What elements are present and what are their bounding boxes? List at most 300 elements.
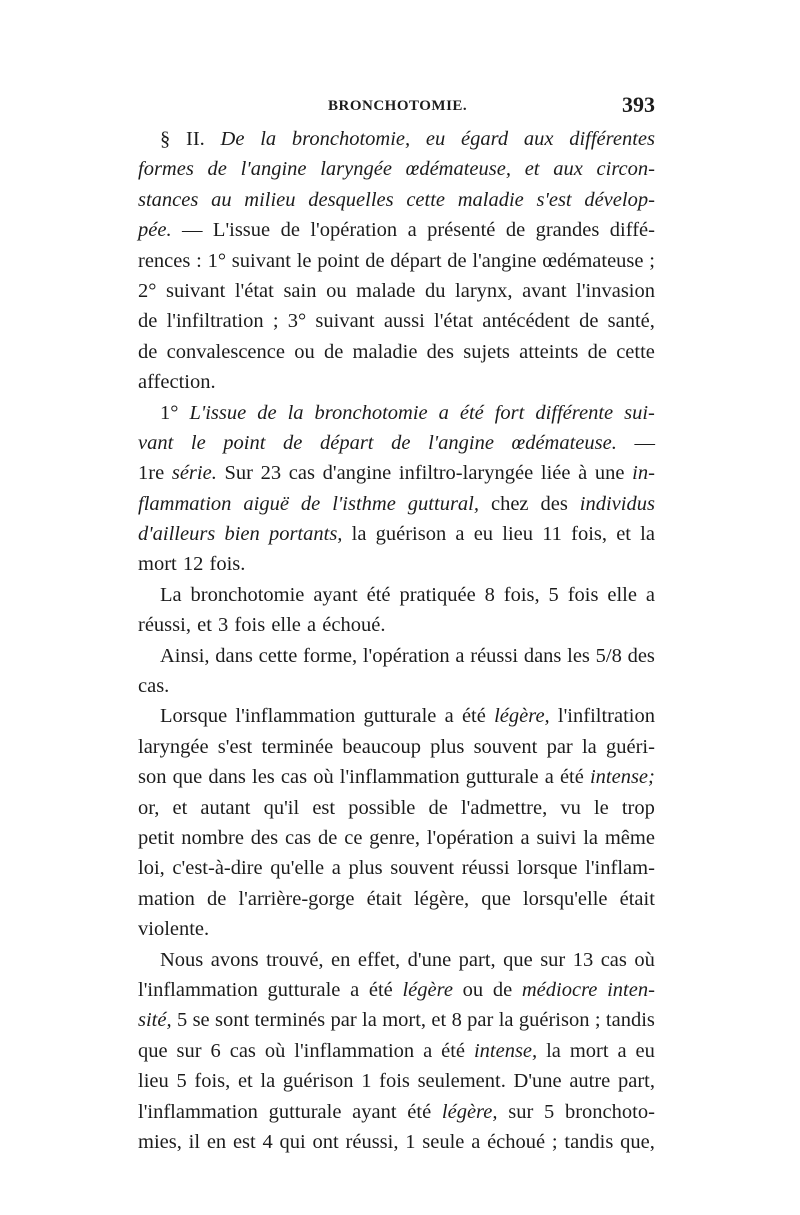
- text-line: [138, 519, 655, 549]
- italic-word: aiguë: [243, 492, 289, 515]
- word: l'opération: [310, 219, 398, 242]
- text-line: [138, 458, 655, 488]
- page-header: [138, 92, 655, 122]
- word: seulement.: [417, 1070, 506, 1093]
- word: mort: [138, 553, 177, 576]
- text-line: [138, 549, 655, 579]
- word: suivi: [536, 826, 577, 849]
- text-line: [138, 337, 655, 367]
- word: part,: [617, 1070, 655, 1093]
- word: à: [578, 462, 588, 485]
- text-line: [138, 610, 655, 640]
- italic-word: point: [223, 431, 266, 454]
- word: où: [313, 766, 334, 789]
- text-line: [138, 306, 655, 336]
- italic-word: bronchotomie,: [291, 128, 411, 150]
- word: de: [207, 887, 227, 910]
- word: ;: [272, 310, 279, 333]
- word: Nous: [160, 948, 204, 971]
- italic-word: desquelles: [308, 188, 394, 211]
- word: l'état: [434, 310, 474, 333]
- word: plus: [348, 857, 383, 880]
- word: cas.: [138, 675, 170, 698]
- word: Lorsque: [160, 705, 228, 728]
- word: d'une: [407, 948, 452, 971]
- word: où: [264, 1039, 286, 1062]
- word: la: [583, 826, 598, 849]
- word: la: [498, 1009, 514, 1032]
- word: elle: [607, 583, 637, 606]
- word: —: [634, 431, 655, 454]
- word: suivant: [166, 279, 226, 302]
- italic-word: intense,: [473, 1039, 538, 1062]
- word: que: [503, 948, 533, 971]
- text-line: [138, 276, 655, 306]
- word: eu: [635, 1039, 655, 1062]
- word: l'inflammation: [235, 705, 356, 728]
- italic-word: milieu: [244, 188, 296, 211]
- word: ;: [551, 1130, 558, 1153]
- word: beaucoup: [342, 735, 421, 758]
- italic-word: guttural,: [407, 492, 479, 515]
- word: a: [444, 705, 454, 728]
- text-line: [138, 762, 655, 792]
- word: de: [492, 978, 513, 1001]
- text-line: [138, 489, 655, 519]
- text-line: [138, 1036, 655, 1066]
- text-line: [138, 124, 655, 154]
- italic-word: in-: [632, 462, 655, 485]
- word: qu'elle: [270, 857, 325, 880]
- word: :: [196, 249, 202, 272]
- word: l'angine: [472, 249, 537, 272]
- italic-word: bien: [224, 523, 260, 546]
- word: elle: [271, 614, 301, 637]
- word: dans: [208, 766, 246, 789]
- text-line: [138, 185, 655, 215]
- text-line: [138, 701, 655, 731]
- word: l'invasion: [576, 279, 655, 302]
- word: larynx,: [455, 279, 513, 302]
- word: tandis: [605, 1009, 655, 1032]
- word: de: [447, 249, 467, 272]
- text-line: [138, 1005, 655, 1035]
- italic-word: L'issue: [189, 401, 247, 424]
- word: a: [520, 826, 530, 849]
- text-line: [138, 853, 655, 883]
- word: II.: [186, 128, 205, 150]
- word: guérison: [375, 523, 447, 546]
- word: fois,: [194, 1070, 231, 1093]
- word: qui: [279, 1130, 306, 1153]
- word: 8: [484, 583, 495, 606]
- word: où: [634, 948, 655, 971]
- word: guérison: [518, 1009, 590, 1032]
- word: 12: [182, 553, 204, 576]
- text-line: [138, 398, 655, 428]
- word: ou: [294, 340, 315, 363]
- italic-word: intense;: [589, 766, 655, 789]
- word: des: [250, 826, 279, 849]
- word: 2°: [138, 279, 157, 302]
- word: et: [172, 796, 188, 819]
- word: la: [260, 1070, 276, 1093]
- word: a: [617, 1039, 627, 1062]
- italic-word: aux: [553, 158, 583, 181]
- italic-word: le: [190, 431, 206, 454]
- text-line: [138, 641, 655, 671]
- running-title: BRONCHOTOMIE.: [328, 98, 468, 114]
- word: ont: [312, 1130, 339, 1153]
- italic-word: de: [300, 492, 321, 515]
- word: a: [407, 219, 417, 242]
- word: lieu: [502, 523, 533, 546]
- word: suivant: [231, 249, 291, 272]
- word: de: [579, 310, 599, 333]
- word: l'inflammation: [339, 766, 460, 789]
- word: La: [160, 583, 182, 606]
- word: a: [350, 978, 360, 1001]
- word: de: [428, 796, 448, 819]
- word: 1: [405, 1130, 416, 1153]
- text-line: [138, 975, 655, 1005]
- italic-word: De: [220, 128, 245, 150]
- word: fois,: [571, 523, 607, 546]
- word: l'opération: [362, 644, 450, 667]
- italic-word: bronchotomie: [314, 401, 428, 424]
- word: bronchotomie: [190, 583, 305, 606]
- word: affection.: [138, 371, 216, 394]
- word: 5: [176, 1009, 188, 1032]
- italic-word: égard: [461, 128, 509, 150]
- italic-word: différentes: [569, 128, 655, 150]
- italic-word: série.: [171, 462, 217, 485]
- italic-word: au: [211, 188, 232, 211]
- word: —: [182, 219, 203, 242]
- word: l'inflam-: [585, 857, 655, 880]
- word: gutturale: [268, 1100, 342, 1123]
- italic-word: maladie: [457, 188, 524, 211]
- italic-word: légère: [402, 978, 453, 1001]
- word: a: [307, 614, 317, 637]
- word: même: [604, 826, 655, 849]
- italic-word: portants,: [268, 523, 343, 546]
- word: plus: [430, 735, 465, 758]
- word: mort: [569, 1039, 609, 1062]
- word: été: [407, 1100, 432, 1123]
- word: sur: [508, 1100, 534, 1123]
- text-line: [138, 215, 655, 245]
- word: réussi: [461, 857, 510, 880]
- word: a: [331, 857, 341, 880]
- text-line: [138, 428, 655, 458]
- word: ayant: [352, 1100, 397, 1123]
- word: convalescence: [166, 340, 285, 363]
- word: et: [237, 1070, 253, 1093]
- word: son: [138, 766, 167, 789]
- word: genre,: [369, 826, 420, 849]
- word: liée: [540, 462, 571, 485]
- word: guérison: [282, 1070, 354, 1093]
- word: laryngée: [138, 735, 209, 758]
- word: sur: [540, 948, 566, 971]
- word: 1°: [207, 249, 227, 272]
- text-line: [138, 367, 655, 397]
- word: ce: [344, 826, 363, 849]
- word: 1: [361, 1070, 372, 1093]
- word: cas: [280, 766, 308, 789]
- word: une: [594, 462, 625, 485]
- word: l'inflammation: [138, 1100, 258, 1123]
- italic-word: sui-: [624, 401, 655, 424]
- word: et: [197, 614, 212, 637]
- text-line: [138, 1066, 655, 1096]
- word: fois: [234, 614, 266, 637]
- word: échoué.: [322, 614, 386, 637]
- word: avons: [210, 948, 259, 971]
- word: ;: [649, 249, 655, 272]
- word: fois: [567, 583, 599, 606]
- word: d'angine: [322, 462, 392, 485]
- word: été: [559, 766, 584, 789]
- word: avant: [522, 279, 567, 302]
- italic-word: pée.: [138, 219, 172, 242]
- word: L'issue: [212, 219, 271, 242]
- word: 4: [262, 1130, 273, 1153]
- word: du: [424, 279, 446, 302]
- italic-word: de: [257, 401, 277, 424]
- word: souvent: [473, 735, 538, 758]
- text-line: [138, 945, 655, 975]
- word: réussi,: [345, 1130, 399, 1153]
- italic-word: l'angine: [428, 431, 494, 454]
- word: §: [160, 128, 171, 150]
- italic-word: inten-: [607, 978, 655, 1001]
- word: que: [172, 766, 203, 789]
- italic-word: et: [524, 158, 540, 181]
- italic-word: médiocre: [521, 978, 598, 1001]
- word: la: [546, 1039, 561, 1062]
- italic-word: a: [438, 401, 449, 424]
- word: l'inflammation: [294, 1039, 415, 1062]
- word: et: [616, 523, 631, 546]
- word: dans: [523, 644, 562, 667]
- word: a: [471, 1130, 481, 1153]
- word: D'une: [513, 1070, 562, 1093]
- italic-word: œdémateuse,: [405, 158, 511, 181]
- word: autant: [200, 796, 251, 819]
- word: 3°: [287, 310, 307, 333]
- word: santé,: [607, 310, 655, 333]
- word: 5: [544, 1100, 555, 1123]
- word: a: [645, 583, 655, 606]
- word: 5: [176, 1070, 187, 1093]
- word: effet,: [357, 948, 401, 971]
- word: terminée: [261, 735, 334, 758]
- word: petit: [138, 826, 175, 849]
- word: que,: [620, 1130, 655, 1153]
- word: l'inflammation: [138, 978, 258, 1001]
- italic-word: circon-: [596, 158, 655, 181]
- word: infiltro-laryngée: [398, 462, 534, 485]
- word: présenté: [427, 219, 496, 242]
- italic-word: sité,: [138, 1009, 172, 1032]
- word: guéri-: [606, 735, 655, 758]
- word: 5/8: [595, 644, 622, 667]
- italic-word: de: [283, 431, 303, 454]
- word: que: [138, 1039, 168, 1062]
- word: été: [366, 583, 391, 606]
- word: aussi: [383, 310, 425, 333]
- word: ou: [326, 279, 347, 302]
- page-number: 393: [622, 92, 655, 117]
- word: fois.: [209, 553, 246, 576]
- word: réussi,: [138, 614, 191, 637]
- word: nombre: [181, 826, 244, 849]
- word: des: [426, 340, 454, 363]
- word: il: [188, 1130, 201, 1153]
- word: tandis: [564, 1130, 614, 1153]
- word: cette: [616, 340, 655, 363]
- word: départ: [390, 249, 442, 272]
- word: cas: [600, 948, 627, 971]
- word: était: [366, 887, 402, 910]
- word: violente.: [138, 918, 210, 941]
- word: possible: [348, 796, 416, 819]
- word: Ainsi,: [160, 644, 210, 667]
- word: mation: [138, 887, 195, 910]
- italic-word: légère,: [494, 705, 550, 728]
- text-line: [138, 580, 655, 610]
- word: loi,: [138, 857, 165, 880]
- word: sain: [283, 279, 317, 302]
- word: été: [461, 705, 486, 728]
- word: par: [467, 1009, 494, 1032]
- italic-word: vant: [138, 431, 174, 454]
- word: par: [546, 735, 573, 758]
- word: fois,: [503, 583, 540, 606]
- word: s'est: [217, 735, 253, 758]
- word: le: [593, 796, 609, 819]
- word: par: [330, 1009, 357, 1032]
- word: lorsque: [517, 857, 578, 880]
- word: l'infiltration: [166, 310, 264, 333]
- italic-word: formes: [138, 158, 194, 181]
- italic-word: la: [287, 401, 304, 424]
- word: en: [331, 948, 351, 971]
- word: lieu: [138, 1070, 169, 1093]
- word: 3: [218, 614, 229, 637]
- word: de: [505, 219, 526, 242]
- word: était: [619, 887, 655, 910]
- word: 6: [210, 1039, 221, 1062]
- word: de: [318, 826, 338, 849]
- word: de: [587, 340, 607, 363]
- word: ou: [462, 978, 484, 1001]
- word: les: [567, 644, 590, 667]
- word: 8: [451, 1009, 462, 1032]
- italic-word: légère,: [441, 1100, 498, 1123]
- word: trouvé,: [266, 948, 324, 971]
- word: échoué: [487, 1130, 546, 1153]
- word: rences: [138, 249, 191, 272]
- word: œdémateuse: [542, 249, 644, 272]
- italic-word: de: [391, 431, 411, 454]
- word: forme,: [303, 644, 358, 667]
- word: l'état: [234, 279, 274, 302]
- italic-word: d'ailleurs: [138, 523, 216, 546]
- word: de: [365, 249, 385, 272]
- word: a: [455, 644, 465, 667]
- word: 1re: [138, 462, 165, 485]
- word: se: [192, 1009, 210, 1032]
- text-line: [138, 793, 655, 823]
- word: en: [206, 1130, 227, 1153]
- word: de: [138, 310, 158, 333]
- word: atteints: [519, 340, 579, 363]
- word: suivant: [315, 310, 375, 333]
- word: légère,: [413, 887, 470, 910]
- word: eu: [473, 523, 494, 546]
- word: l'opération: [426, 826, 514, 849]
- italic-word: cette: [406, 188, 446, 211]
- word: la: [581, 735, 597, 758]
- italic-word: différente: [535, 401, 614, 424]
- word: grandes: [535, 219, 600, 242]
- italic-word: été: [459, 401, 484, 424]
- word: sur: [176, 1039, 202, 1062]
- word: mies,: [138, 1130, 182, 1153]
- word: point: [317, 249, 360, 272]
- text-line: [138, 1127, 655, 1157]
- word: ;: [594, 1009, 601, 1032]
- word: terminés: [254, 1009, 326, 1032]
- word: 23: [260, 462, 282, 485]
- word: a: [455, 523, 465, 546]
- word: été: [441, 1039, 466, 1062]
- italic-word: s'est: [536, 188, 572, 211]
- word: seule: [422, 1130, 465, 1153]
- word: a: [423, 1039, 433, 1062]
- word: pratiquée: [399, 583, 476, 606]
- word: l'infiltration: [557, 705, 655, 728]
- word: a: [544, 766, 554, 789]
- word: part,: [458, 948, 496, 971]
- word: 5: [548, 583, 559, 606]
- word: de: [280, 219, 300, 242]
- word: sont: [215, 1009, 250, 1032]
- word: souvent: [390, 857, 455, 880]
- italic-word: la: [260, 128, 277, 150]
- word: lorsqu'elle: [522, 887, 608, 910]
- word: la: [351, 523, 367, 546]
- word: est: [232, 1130, 256, 1153]
- word: qu'il: [263, 796, 300, 819]
- word: cas: [288, 462, 315, 485]
- word: malade: [356, 279, 416, 302]
- word: de: [138, 340, 158, 363]
- word: vu: [560, 796, 581, 819]
- word: mort,: [382, 1009, 427, 1032]
- word: réussi: [470, 644, 519, 667]
- word: et: [431, 1009, 447, 1032]
- word: été: [368, 978, 393, 1001]
- word: sujets: [463, 340, 510, 363]
- word: gutturale: [363, 705, 437, 728]
- word: le: [296, 249, 312, 272]
- word: gutturale: [465, 766, 539, 789]
- italic-word: œdémateuse.: [511, 431, 617, 454]
